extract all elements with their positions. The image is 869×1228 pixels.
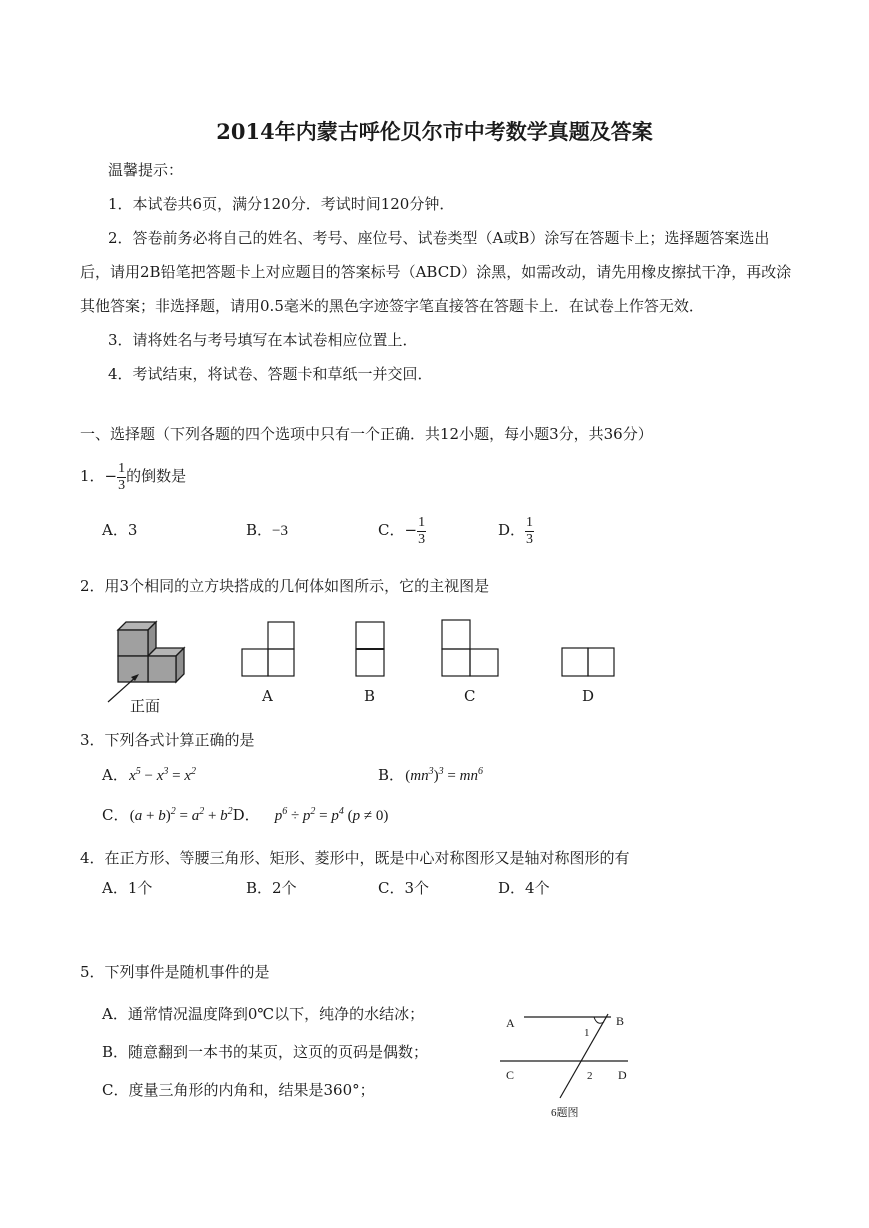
option-c-figure xyxy=(438,618,502,680)
question-5-stem: 5．下列事件是随机事件的是 xyxy=(80,963,270,981)
fraction-denominator: 3 xyxy=(118,477,126,493)
fraction xyxy=(525,515,534,548)
fraction-numerator: 1 xyxy=(526,514,534,530)
q5-option-a: A．通常情况温度降到0℃以下，纯净的水结冰； xyxy=(102,1005,425,1023)
q1-option-b xyxy=(246,520,288,541)
formula: $x^5 - x^3 = x^2$ xyxy=(127,766,197,784)
q1-option-c xyxy=(378,512,426,548)
point-c-label: C xyxy=(506,1068,515,1082)
fraction-numerator: 1 xyxy=(418,514,426,530)
q3-option-c xyxy=(102,802,388,826)
option-b-figure xyxy=(352,620,388,680)
figure-caption: 6题图 xyxy=(551,1107,579,1119)
minus-sign: − xyxy=(404,521,418,539)
question-3-stem: 3．下列各式计算正确的是 xyxy=(80,731,255,749)
question-number: 1． xyxy=(80,467,105,485)
option-d-figure xyxy=(558,646,618,680)
notice-item-2-cont-2: 其他答案；非选择题，请用0.5毫米的黑色字迹签字笔直接答在答题卡上．在试卷上作答无效． xyxy=(80,297,704,315)
q4-option-d: D．4个 xyxy=(498,879,550,897)
front-label: 正面 xyxy=(130,697,161,715)
option-d-label: D xyxy=(582,687,595,705)
q1-option-d xyxy=(498,512,534,548)
q5-option-c: C．度量三角形的内角和，结果是360°； xyxy=(102,1081,375,1099)
point-a-label: A xyxy=(506,1016,515,1030)
formula: $(mn^3)^3 = mn^6$ xyxy=(405,766,483,784)
point-b-label: B xyxy=(616,1014,625,1028)
fraction-denominator: 3 xyxy=(418,531,426,547)
fraction-denominator: 3 xyxy=(526,531,534,547)
angle-1-label: 1 xyxy=(584,1027,590,1039)
question-2-stem: 2．用3个相同的立方块搭成的几何体如图所示，它的主视图是 xyxy=(80,577,490,595)
question-4-stem: 4．在正方形、等腰三角形、矩形、菱形中，既是中心对称图形又是轴对称图形的有 xyxy=(80,849,630,867)
notice-item-1: 1．本试卷共6页，满分120分．考试时间120分钟． xyxy=(108,195,455,213)
option-label: C． xyxy=(378,521,405,539)
angle-2-label: 2 xyxy=(587,1070,593,1082)
point-d-label: D xyxy=(618,1068,627,1082)
notice-item-2: 2．答卷前务必将自己的姓名、考号、座位号、试卷类型（A或B）涂写在答题卡上；选择题答案选出 xyxy=(108,229,770,247)
notice-item-4: 4．考试结束，将试卷、答题卡和草纸一并交回． xyxy=(108,365,433,383)
fraction xyxy=(417,515,426,548)
option-b-label: B xyxy=(364,687,376,705)
option-label: C． xyxy=(102,806,129,824)
option-c-label: C xyxy=(464,687,476,705)
page-title: 2014年内蒙古呼伦贝尔市中考数学真题及答案 xyxy=(216,119,653,144)
q4-option-a: A．1个 xyxy=(102,879,153,897)
option-label: B． xyxy=(246,521,273,539)
minus-sign: − xyxy=(104,467,118,485)
fraction-numerator: 1 xyxy=(118,460,126,476)
q1-option-a: A．3 xyxy=(102,521,138,539)
formula: $p^6 \div p^2 = p^4$ (p ≠ 0) xyxy=(259,806,389,824)
q4-option-b: B．2个 xyxy=(246,879,297,897)
option-label: A． xyxy=(102,766,128,784)
notice-item-2-cont-1: 后，请用2B铅笔把答题卡上对应题目的答案标号（ABCD）涂黑，如需改动，请先用橡皮擦拭干净，再改涂 xyxy=(80,263,792,281)
question-stem: 的倒数是 xyxy=(126,467,187,485)
q5-option-b: B．随意翻到一本书的某页，这页的页码是偶数； xyxy=(102,1043,429,1061)
fraction xyxy=(117,461,126,494)
notice-item-3: 3．请将姓名与考号填写在本试卷相应位置上． xyxy=(108,331,418,349)
formula: $(a + b)^2 = a^2 + b^2$ xyxy=(129,806,233,824)
option-label: D． xyxy=(232,806,260,824)
question-1 xyxy=(80,458,186,494)
option-label: D． xyxy=(498,521,526,539)
q3-option-a xyxy=(102,762,196,786)
option-a-label: A xyxy=(262,687,273,705)
option-a-figure xyxy=(238,620,298,680)
notice-heading: 温馨提示： xyxy=(108,161,184,179)
q4-option-c: C．3个 xyxy=(378,879,430,897)
section-heading: 一、选择题（下列各题的四个选项中只有一个正确．共12小题，每小题3分，共36分） xyxy=(80,425,653,443)
q3-option-b xyxy=(378,762,483,786)
parallel-lines-figure xyxy=(496,1006,646,1126)
option-value: −3 xyxy=(272,523,288,539)
option-label: B． xyxy=(378,766,405,784)
